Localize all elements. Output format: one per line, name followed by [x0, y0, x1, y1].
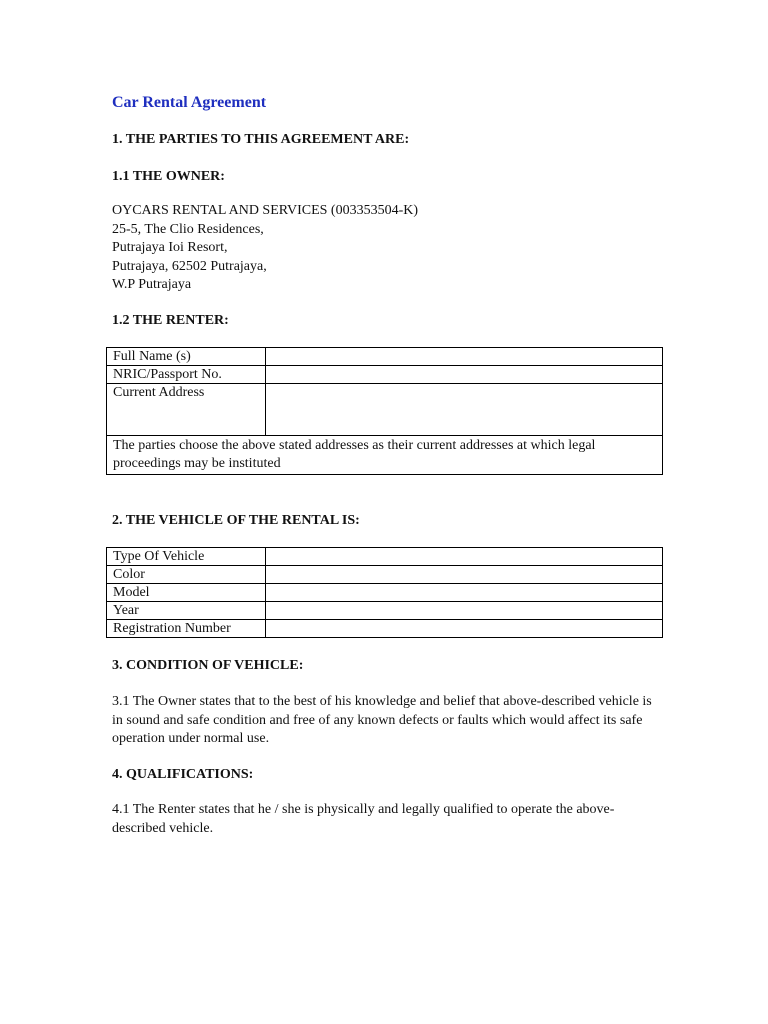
- vehicle-model-field[interactable]: [266, 584, 663, 602]
- section-1-1-heading: 1.1 THE OWNER:: [112, 169, 225, 184]
- vehicle-year-field[interactable]: [266, 602, 663, 620]
- owner-address-block: [112, 202, 664, 295]
- vehicle-type-label: Type Of Vehicle: [107, 548, 266, 566]
- renter-current-address-field[interactable]: [266, 384, 663, 436]
- owner-company-name: OYCARS RENTAL AND SERVICES (003353504-K): [112, 203, 419, 218]
- document-title: Car Rental Agreement: [112, 94, 267, 111]
- vehicle-registration-label: Registration Number: [107, 620, 266, 638]
- vehicle-details-table: [106, 547, 663, 638]
- clause-4-1-text: 4.1 The Renter states that he / she is physically and legally qualified to operate the above-described vehicle.: [112, 802, 615, 836]
- renter-nric-passport-label: NRIC/Passport No.: [107, 366, 266, 384]
- renter-current-address-label: Current Address: [107, 384, 266, 436]
- table-row: [107, 548, 663, 566]
- table-row: [107, 584, 663, 602]
- table-row: [107, 348, 663, 366]
- section-2-heading: 2. THE VEHICLE OF THE RENTAL IS:: [112, 513, 360, 528]
- table-row: [107, 366, 663, 384]
- section-4-heading: 4. QUALIFICATIONS:: [112, 767, 254, 782]
- renter-full-name-field[interactable]: [266, 348, 663, 366]
- table-row: [107, 620, 663, 638]
- vehicle-color-field[interactable]: [266, 566, 663, 584]
- owner-address-line-3: Putrajaya, 62502 Putrajaya,: [112, 258, 267, 274]
- section-1-heading: 1. THE PARTIES TO THIS AGREEMENT ARE:: [112, 132, 410, 147]
- vehicle-type-field[interactable]: [266, 548, 663, 566]
- table-row: [107, 384, 663, 436]
- vehicle-registration-field[interactable]: [266, 620, 663, 638]
- vehicle-year-label: Year: [107, 602, 266, 620]
- section-1-2-heading: 1.2 THE RENTER:: [112, 313, 229, 328]
- table-row: [107, 566, 663, 584]
- renter-full-name-label: Full Name (s): [107, 348, 266, 366]
- renter-nric-passport-field[interactable]: [266, 366, 663, 384]
- owner-address-line-2: Putrajaya Ioi Resort,: [112, 240, 228, 255]
- renter-address-note: The parties choose the above stated addresses as their current addresses at which legal proceedings may be instituted: [107, 436, 663, 475]
- renter-details-table: [106, 347, 663, 475]
- table-row: [107, 602, 663, 620]
- owner-address-line-4: W.P Putrajaya: [112, 277, 192, 292]
- vehicle-color-label: Color: [107, 566, 266, 584]
- clause-3-1-text: 3.1 The Owner states that to the best of his knowledge and belief that above-described vehicle is in sound and safe condition and free of any known defects or faults which would affect its safe operation under normal use.: [112, 694, 652, 746]
- vehicle-model-label: Model: [107, 584, 266, 602]
- table-row: [107, 436, 663, 475]
- section-3-heading: 3. CONDITION OF VEHICLE:: [112, 658, 304, 673]
- owner-address-line-1: 25-5, The Clio Residences,: [112, 221, 264, 237]
